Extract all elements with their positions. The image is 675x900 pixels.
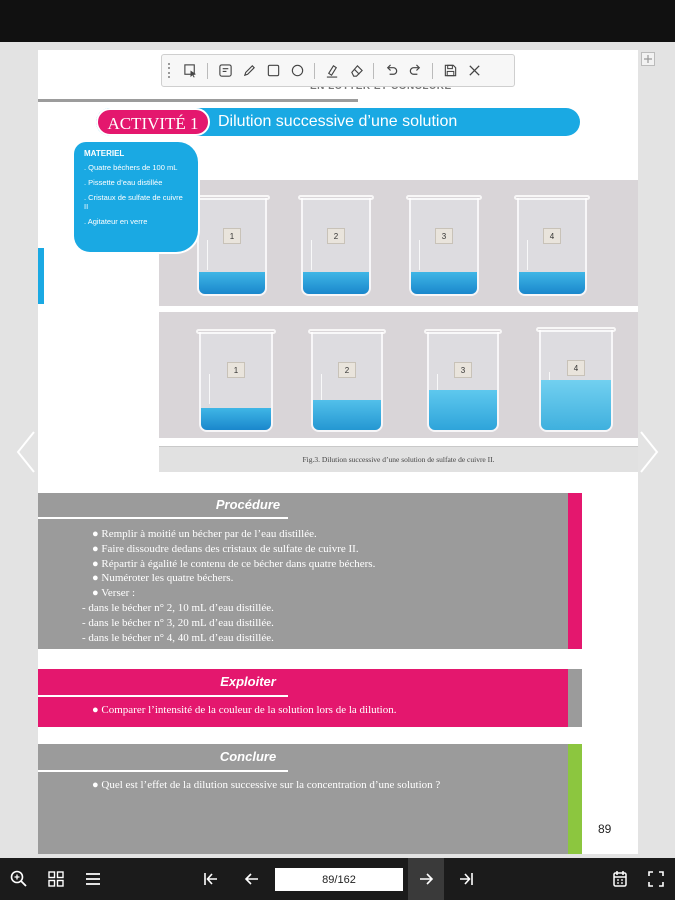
highlighter-icon[interactable]	[321, 60, 343, 82]
eraser-icon[interactable]	[345, 60, 367, 82]
conclure-section	[38, 744, 568, 854]
exploiter-section	[38, 669, 568, 727]
save-icon[interactable]	[439, 60, 461, 82]
expand-corner-icon[interactable]	[641, 52, 655, 66]
conclure-divider	[38, 770, 288, 772]
procedure-line: ● Répartir à égalité le contenu de ce bécher dans quatre béchers.	[92, 557, 376, 570]
first-page-icon[interactable]	[201, 869, 221, 889]
bottom-toolbar	[0, 858, 675, 900]
next-page-arrow-icon[interactable]	[637, 430, 661, 474]
beaker-label: 1	[223, 228, 241, 244]
select-icon[interactable]	[179, 60, 201, 82]
page-number: 89	[598, 822, 612, 836]
page-number-input[interactable]	[275, 868, 403, 891]
materiel-item: . Pissette d’eau distillée	[84, 178, 163, 187]
beaker-label: 1	[227, 362, 245, 378]
last-page-icon[interactable]	[456, 869, 476, 889]
exploiter-divider	[38, 695, 288, 697]
procedure-body	[82, 527, 376, 645]
procedure-side-bar	[568, 493, 582, 649]
procedure-line: ● Numéroter les quatre béchers.	[92, 572, 234, 585]
header-divider	[38, 99, 358, 102]
materiel-title: MATERIEL	[84, 149, 125, 158]
procedure-line: - dans le bécher n° 3, 20 mL d’eau distillée.	[82, 616, 274, 629]
conclure-body	[92, 778, 440, 793]
top-bar	[0, 0, 675, 42]
beaker-1	[199, 332, 273, 432]
materiel-item: . Quatre béchers de 100 mL	[84, 163, 178, 172]
toolbar-grip-icon[interactable]	[168, 63, 174, 79]
thumbnails-icon[interactable]	[46, 869, 66, 889]
beaker-1	[197, 198, 267, 296]
exploiter-body	[92, 703, 397, 718]
document-page	[38, 50, 638, 854]
activity-title: Dilution successive d’une solution	[218, 113, 458, 130]
next-page-icon[interactable]	[416, 869, 436, 889]
pencil-icon[interactable]	[238, 60, 260, 82]
beaker-4	[539, 330, 613, 432]
beaker-2	[311, 332, 383, 432]
previous-page-icon[interactable]	[242, 869, 262, 889]
exploiter-side-bar	[568, 669, 582, 727]
photo-beakers-before-dilution	[159, 180, 638, 306]
materiel-item: . Cristaux de sulfate de cuivre II	[84, 193, 183, 211]
procedure-line: ● Faire dissoudre dedans des cristaux de sulfate de cuivre II.	[92, 542, 359, 555]
note-icon[interactable]	[214, 60, 236, 82]
menu-icon[interactable]	[83, 869, 103, 889]
left-accent-bar	[38, 248, 44, 304]
procedure-line: ● Verser :	[92, 587, 136, 600]
figure-caption: Fig.3. Dilution successive d’une solution de sulfate de cuivre II.	[159, 446, 638, 472]
close-icon[interactable]	[463, 60, 485, 82]
activity-label: ACTIVITÉ 1	[96, 108, 210, 136]
beaker-label: 4	[567, 360, 585, 376]
document-viewer	[0, 42, 675, 858]
conclure-title: Conclure	[219, 749, 277, 764]
beaker-2	[301, 198, 371, 296]
materiel-item: . Agitateur en verre	[84, 217, 148, 226]
annotation-toolbar	[161, 54, 515, 87]
photo-beakers-after-dilution	[159, 312, 638, 438]
fullscreen-icon[interactable]	[646, 869, 666, 889]
conclure-side-bar	[568, 744, 582, 854]
procedure-divider	[38, 517, 288, 519]
conclure-line: ● Quel est l’effet de la dilution successive sur la concentration d’une solution ?	[92, 779, 441, 791]
procedure-line: - dans le bécher n° 4, 40 mL d’eau distillée.	[82, 631, 274, 644]
rectangle-icon[interactable]	[262, 60, 284, 82]
previous-page-arrow-icon[interactable]	[14, 430, 38, 474]
beaker-label: 2	[338, 362, 356, 378]
beaker-label: 3	[435, 228, 453, 244]
procedure-line: ● Remplir à moitié un bécher par de l’eau distillée.	[92, 528, 317, 540]
procedure-section	[38, 493, 568, 649]
beaker-label: 2	[327, 228, 345, 244]
beaker-3	[427, 332, 499, 432]
circle-icon[interactable]	[286, 60, 308, 82]
procedure-line: - dans le bécher n° 2, 10 mL d’eau distillée.	[82, 601, 274, 614]
beaker-label: 4	[543, 228, 561, 244]
materiel-box	[74, 142, 198, 252]
beaker-4	[517, 198, 587, 296]
undo-icon[interactable]	[380, 60, 402, 82]
zoom-icon[interactable]	[9, 869, 29, 889]
beaker-3	[409, 198, 479, 296]
calendar-icon[interactable]	[610, 869, 630, 889]
exploiter-title: Exploiter	[220, 674, 276, 689]
redo-icon[interactable]	[404, 60, 426, 82]
exploiter-line: ● Comparer l’intensité de la couleur de la solution lors de la dilution.	[92, 704, 397, 716]
beaker-label: 3	[454, 362, 472, 378]
procedure-title: Procédure	[215, 497, 281, 512]
